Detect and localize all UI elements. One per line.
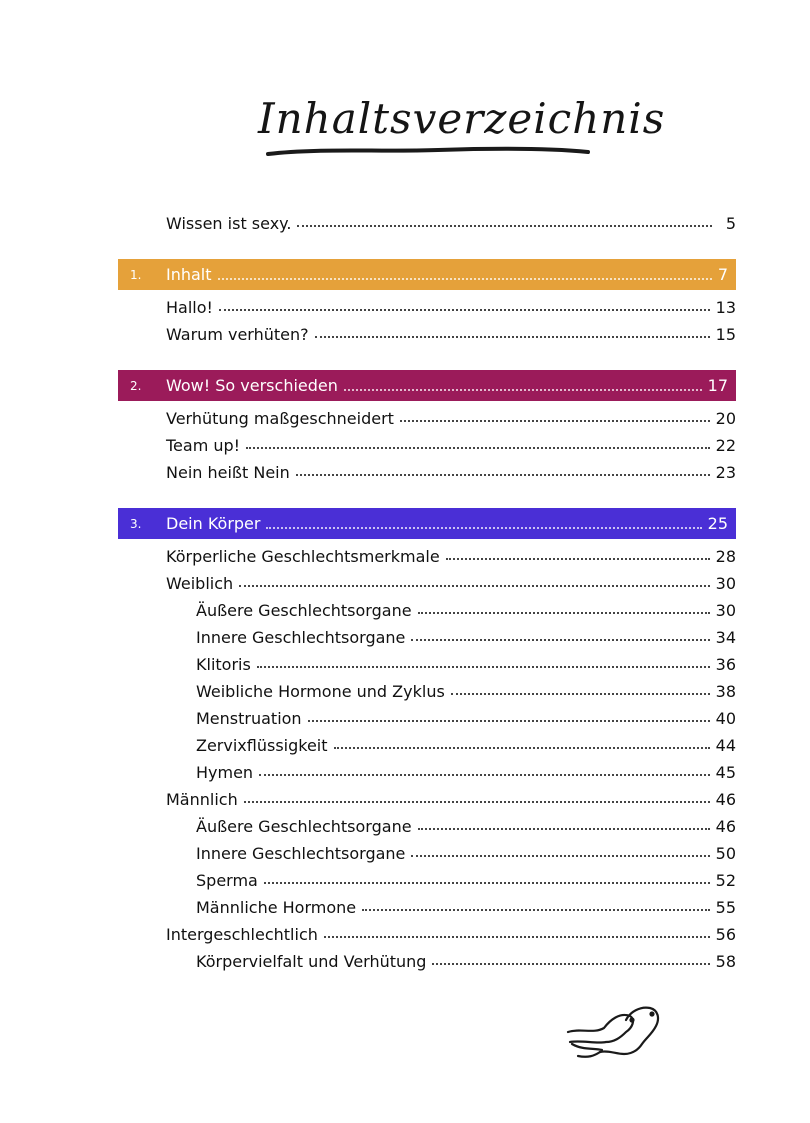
toc-entry[interactable] <box>118 701 736 728</box>
toc-entry[interactable] <box>118 728 736 755</box>
toc-entry-page: 56 <box>715 925 736 944</box>
dot-leader <box>400 420 710 422</box>
toc-entry-label: Innere Geschlechtsorgane <box>196 628 406 647</box>
toc-entry-label: Intergeschlechtlich <box>166 925 318 944</box>
table-of-contents <box>118 206 736 971</box>
toc-entry[interactable] <box>118 566 736 593</box>
toc-entry-page: 36 <box>715 655 736 674</box>
toc-entry-label: Zervixflüssigkeit <box>196 736 328 755</box>
toc-entry-label: Äußere Geschlechtsorgane <box>196 601 412 620</box>
toc-entry-page: 55 <box>715 898 736 917</box>
toc-entry[interactable] <box>118 428 736 455</box>
toc-entry-page: 58 <box>715 952 736 971</box>
section-number: 2. <box>130 378 142 393</box>
toc-entry-label: Team up! <box>166 436 241 455</box>
toc-entry-page: 15 <box>715 325 736 344</box>
toc-entry-page: 52 <box>715 871 736 890</box>
toc-entry-page: 45 <box>715 763 736 782</box>
dot-leader <box>315 336 710 338</box>
section-number: 3. <box>130 516 142 531</box>
toc-entry-page: 30 <box>715 601 736 620</box>
dot-leader <box>334 747 710 749</box>
toc-entry-page: 23 <box>715 463 736 482</box>
section-gap <box>118 482 736 508</box>
dot-leader <box>239 585 709 587</box>
toc-entry-label: Körperliche Geschlechtsmerkmale <box>166 547 440 566</box>
toc-entry-label: Klitoris <box>196 655 251 674</box>
toc-entry-label: Hymen <box>196 763 254 782</box>
section-title: Dein Körper <box>166 514 261 533</box>
dot-leader <box>297 225 712 227</box>
toc-entry[interactable] <box>118 620 736 647</box>
dot-leader <box>451 693 710 695</box>
dot-leader <box>411 639 709 641</box>
dot-leader <box>324 936 710 938</box>
section-page: 25 <box>707 514 728 533</box>
dot-leader <box>257 666 710 668</box>
toc-entry[interactable] <box>118 890 736 917</box>
toc-entry-page: 46 <box>715 790 736 809</box>
dot-leader <box>259 774 710 776</box>
toc-entry-label: Wissen ist sexy. <box>166 214 292 233</box>
toc-entry-label: Körpervielfalt und Verhütung <box>196 952 427 971</box>
toc-entry-label: Weiblich <box>166 574 234 593</box>
toc-entry[interactable] <box>118 863 736 890</box>
toc-entry-intro[interactable] <box>118 206 736 233</box>
dot-leader <box>432 963 709 965</box>
section-heading-1[interactable] <box>118 259 736 290</box>
dot-leader <box>362 909 710 911</box>
toc-entry-page: 34 <box>715 628 736 647</box>
toc-entry-label: Hallo! <box>166 298 213 317</box>
toc-entry-page: 46 <box>715 817 736 836</box>
toc-entry-page: 13 <box>715 298 736 317</box>
toc-entry-label: Innere Geschlechtsorgane <box>196 844 406 863</box>
dot-leader <box>308 720 710 722</box>
section-gap <box>118 233 736 259</box>
page-title: Inhaltsverzeichnis <box>258 94 666 143</box>
toc-entry[interactable] <box>118 809 736 836</box>
toc-entry-page: 5 <box>725 214 736 233</box>
section-title: Inhalt <box>166 265 212 284</box>
page-title-block <box>258 88 666 168</box>
toc-entry[interactable] <box>118 647 736 674</box>
toc-entry[interactable] <box>118 317 736 344</box>
toc-entry-label: Männlich <box>166 790 238 809</box>
section-page: 7 <box>717 265 728 284</box>
toc-entry-page: 44 <box>715 736 736 755</box>
section-heading-2[interactable] <box>118 370 736 401</box>
toc-entry[interactable] <box>118 539 736 566</box>
toc-entry-page: 22 <box>715 436 736 455</box>
toc-entry-page: 38 <box>715 682 736 701</box>
toc-entry[interactable] <box>118 755 736 782</box>
toc-entry[interactable] <box>118 782 736 809</box>
dot-leader <box>219 309 710 311</box>
dot-leader <box>266 527 701 529</box>
toc-entry-label: Weibliche Hormone und Zyklus <box>196 682 445 701</box>
dot-leader <box>446 558 710 560</box>
section-number: 1. <box>130 267 142 282</box>
toc-entry-label: Männliche Hormone <box>196 898 357 917</box>
dot-leader <box>411 855 709 857</box>
toc-entry-label: Nein heißt Nein <box>166 463 290 482</box>
section-gap <box>118 344 736 370</box>
dot-leader <box>218 278 712 280</box>
dot-leader <box>264 882 710 884</box>
section-title: Wow! So verschieden <box>166 376 338 395</box>
toc-entry-page: 40 <box>715 709 736 728</box>
toc-entry-label: Menstruation <box>196 709 302 728</box>
toc-entry[interactable] <box>118 401 736 428</box>
toc-entry[interactable] <box>118 290 736 317</box>
toc-entry[interactable] <box>118 944 736 971</box>
section-page: 17 <box>707 376 728 395</box>
sperm-doodle-icon <box>560 998 680 1068</box>
toc-entry-page: 30 <box>715 574 736 593</box>
toc-entry[interactable] <box>118 836 736 863</box>
toc-entry-page: 28 <box>715 547 736 566</box>
toc-entry-page: 20 <box>715 409 736 428</box>
dot-leader <box>418 612 710 614</box>
toc-entry-label: Sperma <box>196 871 258 890</box>
toc-entry-page: 50 <box>715 844 736 863</box>
toc-entry[interactable] <box>118 593 736 620</box>
toc-entry[interactable] <box>118 674 736 701</box>
dot-leader <box>418 828 710 830</box>
toc-entry-label: Verhütung maßgeschneidert <box>166 409 394 428</box>
dot-leader <box>296 474 710 476</box>
title-underline-icon <box>258 88 666 168</box>
dot-leader <box>246 447 710 449</box>
section-heading-3[interactable] <box>118 508 736 539</box>
toc-entry-label: Äußere Geschlechtsorgane <box>196 817 412 836</box>
toc-entry[interactable] <box>118 917 736 944</box>
dot-leader <box>244 801 710 803</box>
toc-entry-label: Warum verhüten? <box>166 325 309 344</box>
toc-entry[interactable] <box>118 455 736 482</box>
dot-leader <box>344 389 702 391</box>
